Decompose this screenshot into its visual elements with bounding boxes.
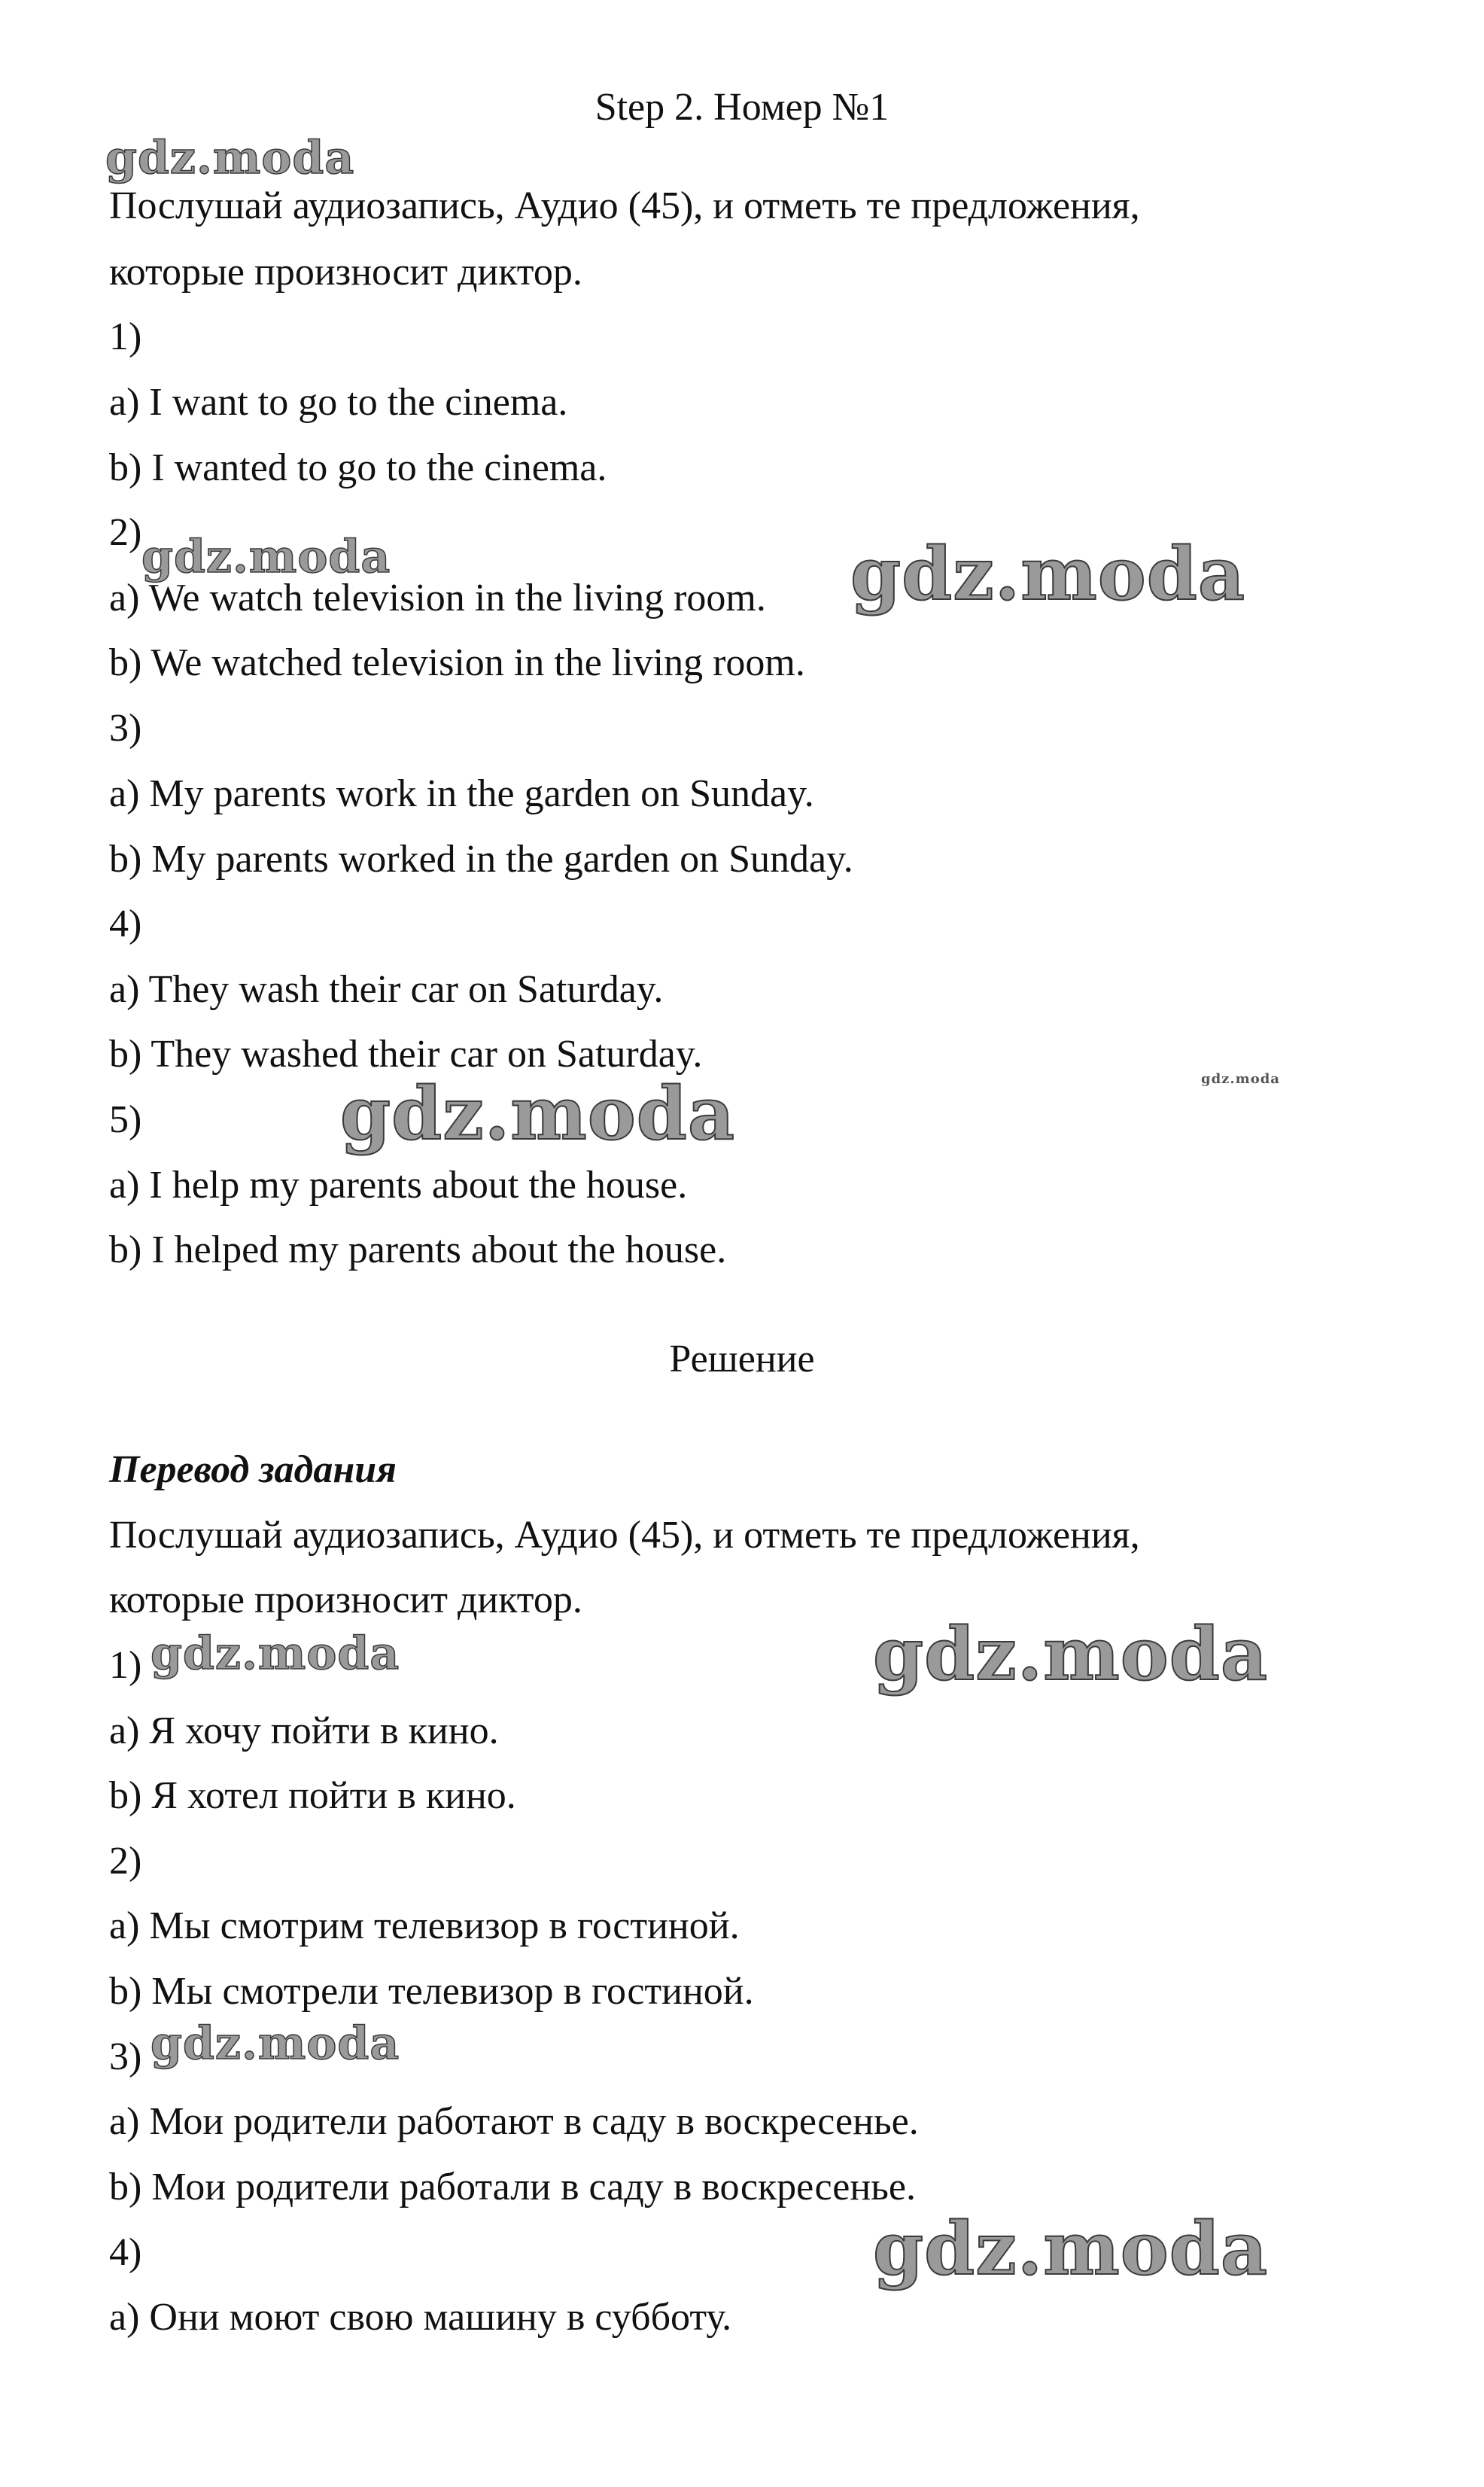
task-item-number: 5) [109, 1098, 142, 1141]
translation-item-option-a: a) Они моют свою машину в субботу. [109, 2296, 732, 2339]
task-item-option-b: b) I helped my parents about the house. [109, 1228, 727, 1271]
task-item-option-b: b) My parents worked in the garden on Sunday. [109, 838, 853, 881]
translation-item-number: 1) [109, 1644, 142, 1687]
translation-item-number: 3) [109, 2035, 142, 2078]
task-item-option-a: a) My parents work in the garden on Sunday. [109, 772, 814, 815]
translation-instruction-line-1: Послушай аудиозапись, Аудио (45), и отметь те предложения, [109, 1514, 1140, 1557]
watermark-logo: gdz.moda [105, 132, 355, 184]
task-item-option-a: a) They wash their car on Saturday. [109, 968, 664, 1011]
task-item-number: 2) [109, 511, 142, 554]
task-item-number: 4) [109, 903, 142, 945]
watermark-logo: gdz.moda [873, 2206, 1269, 2291]
translation-item-option-b: b) Мои родители работали в саду в воскресенье. [109, 2166, 916, 2208]
watermark-logo: gdz.moda [340, 1071, 736, 1156]
task-item-option-b: b) We watched television in the living room. [109, 641, 805, 684]
translation-title: Перевод задания [109, 1448, 397, 1491]
watermark-logo: gdz.moda [151, 1627, 400, 1680]
translation-instruction-line-2: которые произносит диктор. [109, 1578, 582, 1621]
task-item-option-a: a) I want to go to the cinema. [109, 381, 568, 424]
translation-item-option-a: a) Мы смотрим телевизор в гостиной. [109, 1904, 740, 1947]
watermark-logo: gdz.moda [141, 531, 391, 583]
translation-item-option-b: b) Я хотел пойти в кино. [109, 1774, 516, 1817]
task-item-number: 3) [109, 707, 142, 750]
watermark-logo: gdz.moda [873, 1612, 1269, 1697]
translation-item-option-a: a) Мои родители работают в саду в воскресенье. [109, 2100, 919, 2143]
task-item-option-b: b) They washed their car on Saturday. [109, 1033, 703, 1076]
watermark-logo: gdz.moda [1201, 1071, 1280, 1087]
task-item-option-a: a) We watch television in the living room. [109, 577, 766, 619]
watermark-logo: gdz.moda [151, 2017, 400, 2070]
watermark-logo: gdz.moda [850, 531, 1246, 616]
translation-item-number: 4) [109, 2231, 142, 2274]
task-item-option-a: a) I help my parents about the house. [109, 1164, 688, 1207]
translation-item-number: 2) [109, 1840, 142, 1883]
task-item-option-b: b) I wanted to go to the cinema. [109, 446, 607, 489]
solution-heading: Решение [669, 1338, 815, 1380]
page-title: Step 2. Номер №1 [595, 86, 889, 129]
task-instruction-line-2: которые произносит диктор. [109, 251, 582, 294]
translation-item-option-b: b) Мы смотрели телевизор в гостиной. [109, 1970, 754, 2013]
task-instruction-line-1: Послушай аудиозапись, Аудио (45), и отметь те предложения, [109, 184, 1140, 227]
translation-item-option-a: a) Я хочу пойти в кино. [109, 1709, 499, 1752]
task-item-number: 1) [109, 315, 142, 358]
